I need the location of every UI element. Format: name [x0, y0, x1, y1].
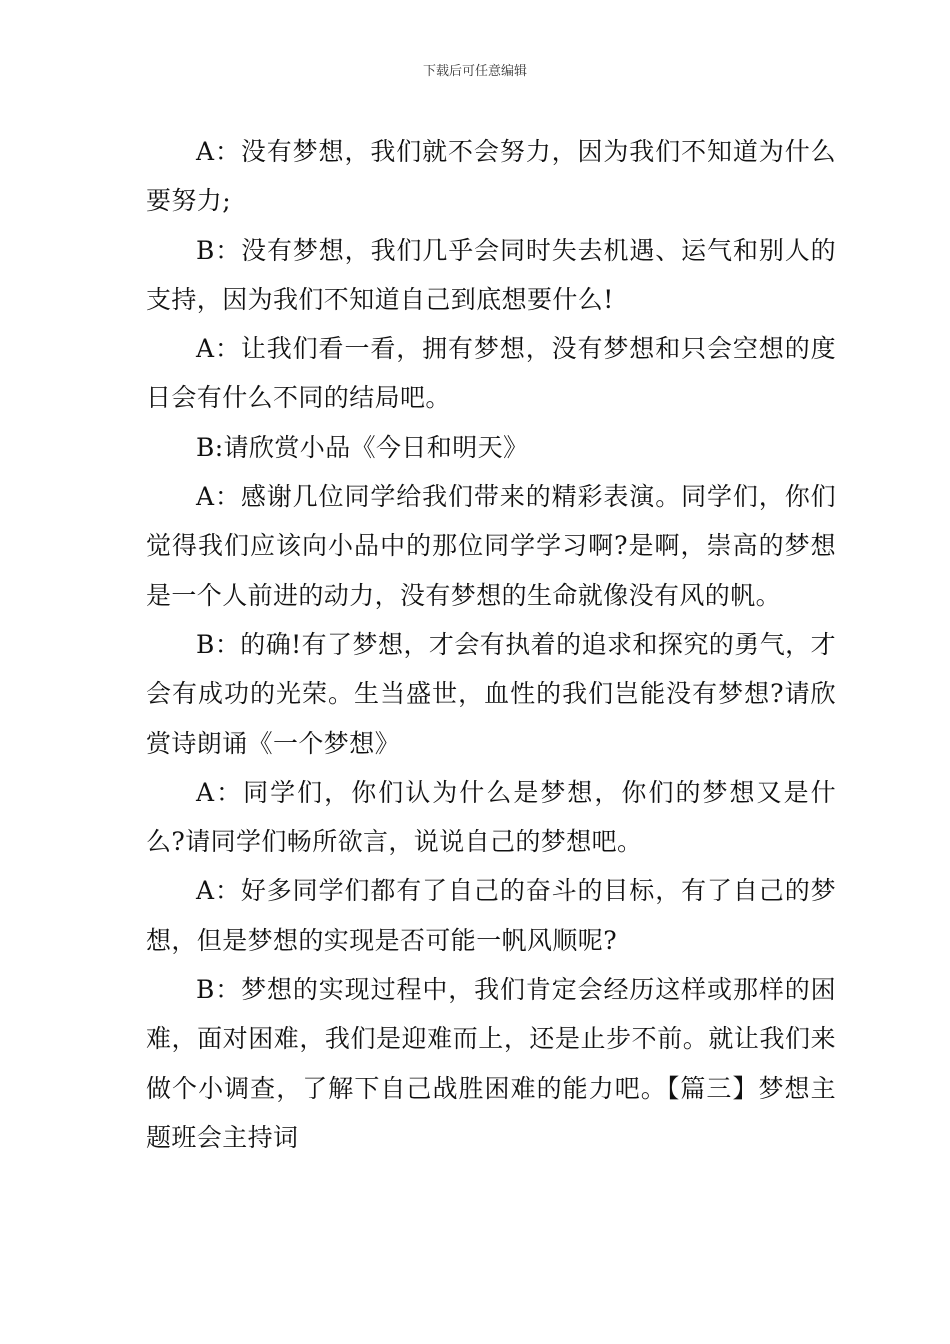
paragraph: A：同学们，你们认为什么是梦想，你们的梦想又是什么?请同学们畅所欲言，说说自己的梦想吧。 [146, 777, 836, 857]
paragraph: A：让我们看一看，拥有梦想，没有梦想和只会空想的度日会有什么不同的结局吧。 [146, 334, 836, 413]
paragraph: B:请欣赏小品《今日和明天》 [196, 432, 529, 462]
paragraph: B：的确!有了梦想，才会有执着的追求和探究的勇气，才会有成功的光荣。生当盛世，血性的我们岂能没有梦想?请欣赏诗朗诵《一个梦想》 [146, 629, 836, 758]
page-header-note: 下载后可任意编辑 [422, 64, 527, 79]
paragraph: B：没有梦想，我们几乎会同时失去机遇、运气和别人的支持，因为我们不知道自己到底想要什么! [146, 235, 836, 314]
paragraph: A：没有梦想，我们就不会努力，因为我们不知道为什么要努力; [146, 137, 836, 216]
document-body [146, 127, 836, 1162]
paragraph: A：好多同学们都有了自己的奋斗的目标，有了自己的梦想，但是梦想的实现是否可能一帆风顺呢? [146, 876, 836, 955]
paragraph: B：梦想的实现过程中，我们肯定会经历这样或那样的困难，面对困难，我们是迎难而上，还是止步不前。就让我们来做个小调查，了解下自己战胜困难的能力吧。【篇三】梦想主题班会主持词 [146, 975, 836, 1152]
paragraph: A：感谢几位同学给我们带来的精彩表演。同学们，你们觉得我们应该向小品中的那位同学学习啊?是啊，崇高的梦想是一个人前进的动力，没有梦想的生命就像没有风的帆。 [146, 482, 836, 610]
